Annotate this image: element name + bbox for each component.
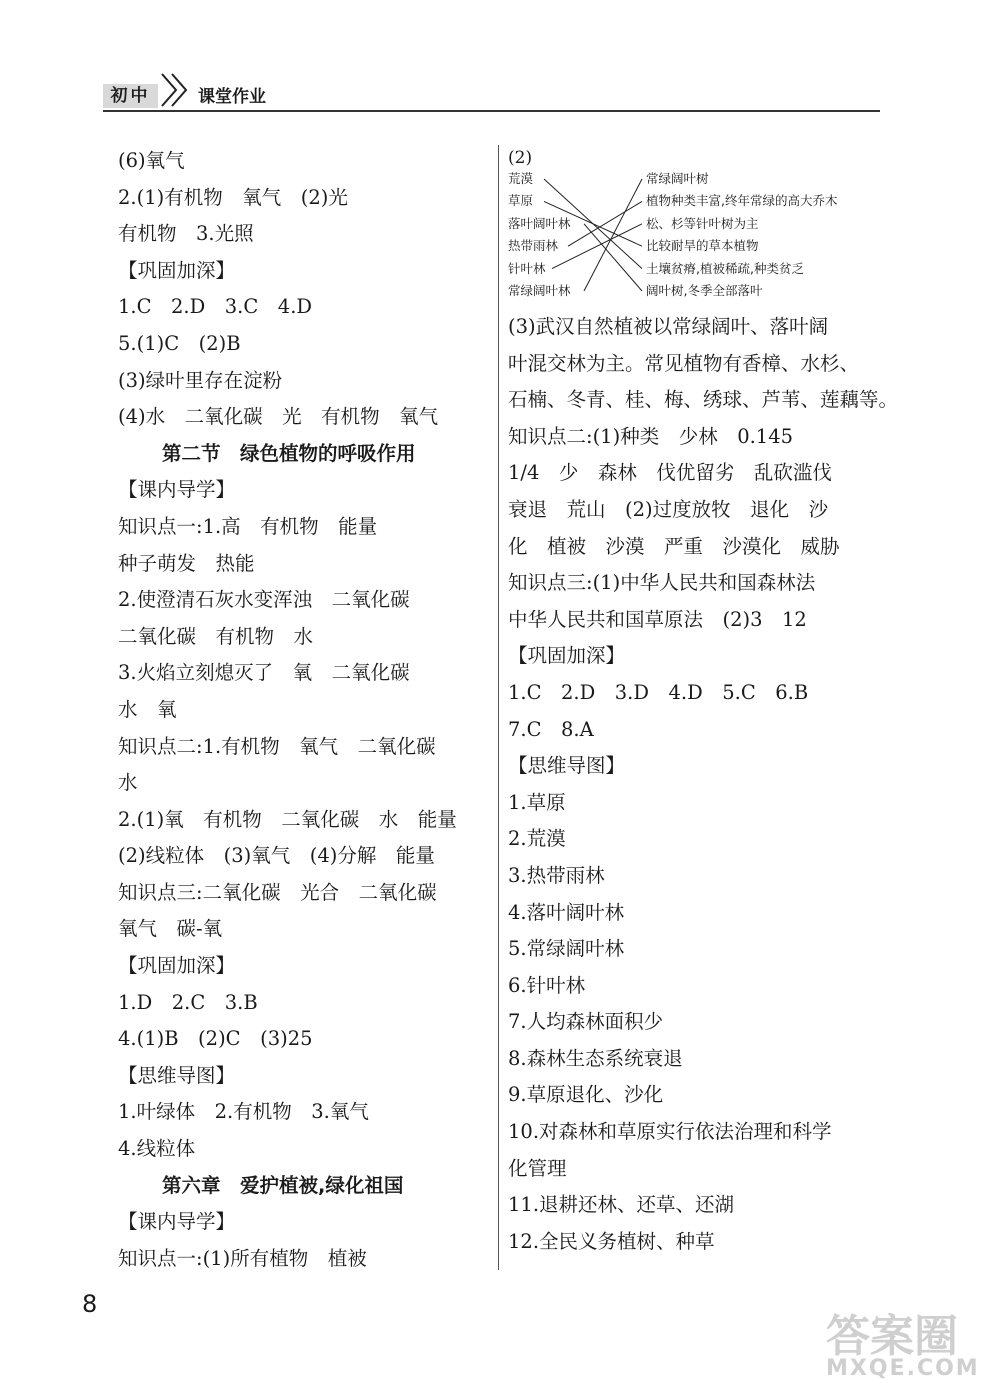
answer-line: (2) bbox=[508, 148, 533, 168]
match-right-item: 比较耐旱的草本植物 bbox=[646, 238, 759, 254]
answer-line: 12.全民义务植树、种草 bbox=[508, 1229, 715, 1253]
match-right-item: 植物种类丰富,终年常绿的高大乔木 bbox=[646, 193, 838, 209]
answer-line: 5.常绿阔叶林 bbox=[508, 937, 625, 961]
answer-line: 衰退 荒山 (2)过度放牧 退化 沙 bbox=[508, 497, 829, 521]
header-rule bbox=[103, 110, 880, 112]
match-left-item: 热带雨林 bbox=[508, 238, 559, 254]
answer-line: 水 bbox=[118, 771, 138, 795]
double-chevron-icon bbox=[158, 70, 198, 110]
answer-line: 【课内导学】 bbox=[118, 1210, 236, 1234]
match-right-item: 常绿阔叶树 bbox=[646, 171, 709, 186]
answer-line: 种子萌发 热能 bbox=[118, 551, 255, 575]
answer-line: 2.(1)有机物 氧气 (2)光 bbox=[118, 185, 348, 209]
answer-line: 1.D 2.C 3.B bbox=[118, 990, 258, 1014]
answer-line: (3)绿叶里存在淀粉 bbox=[118, 368, 283, 392]
answer-line: 知识点三:二氧化碳 光合 二氧化碳 bbox=[118, 880, 437, 904]
answer-line: 2.(1)氧 有机物 二氧化碳 水 能量 bbox=[118, 807, 457, 831]
answer-line: 1.C 2.D 3.C 4.D bbox=[118, 295, 313, 319]
watermark-logo bbox=[820, 1300, 990, 1390]
answer-line: 【巩固加深】 bbox=[508, 644, 626, 668]
answer-line: 有机物 3.光照 bbox=[118, 222, 254, 246]
answer-line: 3.火焰立刻熄灭了 氧 二氧化碳 bbox=[118, 661, 410, 685]
match-left-item: 草原 bbox=[508, 193, 534, 209]
answer-line: 8.森林生态系统衰退 bbox=[508, 1046, 683, 1070]
answer-line: 【巩固加深】 bbox=[118, 954, 236, 978]
answer-line: 中华人民共和国草原法 (2)3 12 bbox=[508, 607, 807, 631]
answer-line: 知识点二:(1)种类 少林 0.145 bbox=[508, 424, 794, 448]
match-right-item: 土壤贫瘠,植被稀疏,种类贫乏 bbox=[646, 260, 804, 276]
answer-line: 知识点一:1.高 有机物 能量 bbox=[118, 514, 378, 538]
page-header bbox=[0, 0, 1000, 120]
answer-line: (2)线粒体 (3)氧气 (4)分解 能量 bbox=[118, 844, 435, 868]
match-right-item: 松、杉等针叶树为主 bbox=[646, 215, 759, 231]
answer-line: 1.C 2.D 3.D 4.D 5.C 6.B bbox=[508, 680, 809, 704]
answer-line: 6.针叶林 bbox=[508, 973, 586, 997]
answer-line: 7.C 8.A bbox=[508, 717, 594, 741]
answer-line: 叶混交林为主。常见植物有香樟、水杉、 bbox=[508, 351, 860, 375]
answer-line: 4.线粒体 bbox=[118, 1137, 196, 1161]
answer-line: 【思维导图】 bbox=[508, 754, 626, 778]
book-title: 课堂作业 bbox=[198, 87, 266, 107]
answer-line: 氧气 碳-氧 bbox=[118, 917, 223, 941]
answer-line: 【课内导学】 bbox=[118, 478, 236, 502]
matching-diagram bbox=[508, 173, 888, 309]
answer-line: 知识点二:1.有机物 氧气 二氧化碳 bbox=[118, 734, 436, 758]
answer-line: 1.草原 bbox=[508, 790, 566, 814]
match-left-item: 荒漠 bbox=[508, 171, 534, 186]
answer-line: 5.(1)C (2)B bbox=[118, 331, 241, 355]
match-left-item: 针叶林 bbox=[508, 260, 546, 276]
answer-line: 【巩固加深】 bbox=[118, 258, 236, 282]
answer-line: (4)水 二氧化碳 光 有机物 氧气 bbox=[118, 405, 439, 429]
answer-line: 4.落叶阔叶林 bbox=[508, 900, 625, 924]
answer-line: (3)武汉自然植被以常绿阔叶、落叶阔 bbox=[508, 315, 829, 338]
answer-line: 9.草原退化、沙化 bbox=[508, 1083, 664, 1107]
answer-line: 化 植被 沙漠 严重 沙漠化 威胁 bbox=[508, 534, 840, 558]
answer-line: 1.叶绿体 2.有机物 3.氧气 bbox=[118, 1100, 369, 1124]
answer-line: 知识点一:(1)所有植物 植被 bbox=[118, 1246, 367, 1270]
watermark-top: 答案圈 bbox=[826, 1311, 958, 1362]
match-left-item: 落叶阔叶林 bbox=[508, 215, 571, 231]
grade-badge: 初中 bbox=[103, 84, 158, 108]
answer-line: 1/4 少 森林 伐优留劣 乱砍滥伐 bbox=[508, 461, 832, 485]
answer-line: (6)氧气 bbox=[118, 149, 185, 172]
section-heading: 第二节 绿色植物的呼吸作用 bbox=[162, 441, 416, 465]
answer-line: 7.人均森林面积少 bbox=[508, 1010, 664, 1034]
match-line bbox=[568, 201, 642, 246]
answer-line: 11.退耕还林、还草、还湖 bbox=[508, 1193, 735, 1217]
answer-line: 3.热带雨林 bbox=[508, 863, 605, 887]
left-column bbox=[118, 143, 490, 1277]
answer-line: 石楠、冬青、桂、梅、绣球、芦苇、莲藕等。 bbox=[508, 388, 899, 412]
answer-line: 二氧化碳 有机物 水 bbox=[118, 624, 314, 648]
answer-line: 知识点三:(1)中华人民共和国森林法 bbox=[508, 571, 816, 595]
match-left-item: 常绿阔叶林 bbox=[508, 283, 571, 298]
section-heading: 第六章 爱护植被,绿化祖国 bbox=[162, 1173, 404, 1197]
answer-line: 水 氧 bbox=[118, 697, 177, 721]
answer-line: 【思维导图】 bbox=[118, 1063, 236, 1087]
column-divider bbox=[498, 145, 499, 1270]
watermark-bottom: MXQE.COM bbox=[826, 1356, 980, 1381]
match-line bbox=[584, 179, 642, 291]
right-column bbox=[508, 143, 899, 1260]
answer-line: 化管理 bbox=[508, 1156, 567, 1180]
match-line bbox=[584, 224, 642, 291]
answer-line: 10.对森林和草原实行依法治理和科学 bbox=[508, 1120, 832, 1144]
page-number: 8 bbox=[82, 1290, 98, 1318]
match-right-item: 阔叶树,冬季全部落叶 bbox=[646, 283, 763, 298]
answer-line: 4.(1)B (2)C (3)25 bbox=[118, 1027, 313, 1051]
right-answers bbox=[508, 309, 899, 1260]
answer-line: 2.荒漠 bbox=[508, 827, 566, 851]
answer-line: 2.使澄清石灰水变浑浊 二氧化碳 bbox=[118, 588, 410, 612]
